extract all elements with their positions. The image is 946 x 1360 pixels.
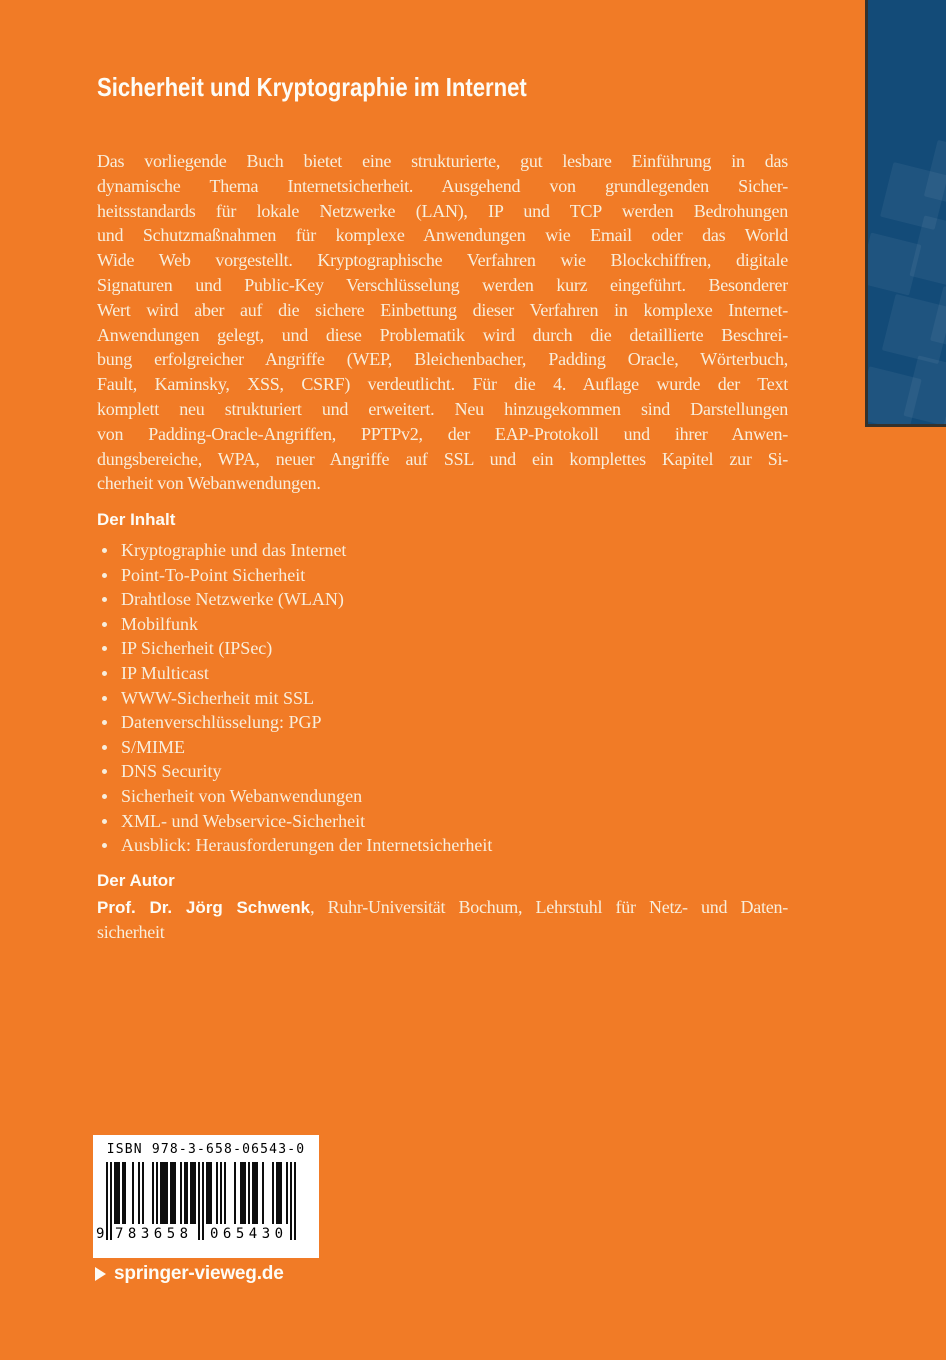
description-line: komplett neu strukturiert und erweitert. Neu hinzugekommen sind Darstellungen xyxy=(97,398,788,419)
contents-list-item: S/MIME xyxy=(97,735,788,760)
barcode-digit-group2: 065430 xyxy=(210,1226,288,1242)
pattern-tile xyxy=(903,355,946,427)
isbn-label: ISBN 978-3-658-06543-0 xyxy=(106,1142,306,1157)
pattern-tile xyxy=(909,215,946,290)
description-line: von Padding-Oracle-Angriffen, PPTPv2, der EAP-Protokoll und ihrer Anwen- xyxy=(97,423,788,444)
author-affiliation-continued: sicherheit xyxy=(97,921,165,942)
author-line xyxy=(97,895,788,920)
description-line: cherheit von Webanwendungen. xyxy=(97,473,321,494)
barcode-digit-left: 9 xyxy=(96,1226,105,1242)
description-line: dungsbereiche, WPA, neuer Angriffe auf SSL und ein komplettes Kapitel zur Si- xyxy=(97,448,788,469)
publisher-url-label: springer-vieweg.de xyxy=(114,1263,284,1284)
play-triangle-icon xyxy=(95,1267,106,1281)
description-line: und Schutzmaßnahmen für komplexe Anwendungen wie Email oder das World xyxy=(97,225,788,246)
author-affiliation: , Ruhr-Universität Bochum, Lehrstuhl für Netz- und Daten- xyxy=(310,897,788,917)
contents-list-item: IP Sicherheit (IPSec) xyxy=(97,636,788,661)
contents-list xyxy=(97,538,788,858)
contents-list-item: Point-To-Point Sicherheit xyxy=(97,563,788,588)
contents-list-item: Sicherheit von Webanwendungen xyxy=(97,784,788,809)
author-name: Prof. Dr. Jörg Schwenk xyxy=(97,898,311,917)
contents-list-item: Mobilfunk xyxy=(97,612,788,637)
contents-list-item: Kryptographie und das Internet xyxy=(97,538,788,563)
contents-list-item: Datenverschlüsselung: PGP xyxy=(97,710,788,735)
contents-list-item: Ausblick: Herausforderungen der Internetsicherheit xyxy=(97,833,788,858)
contents-list-item: Drahtlose Netzwerke (WLAN) xyxy=(97,587,788,612)
contents-list-item: XML- und Webservice-Sicherheit xyxy=(97,809,788,834)
description-line: Das vorliegende Buch bietet eine strukturierte, gut lesbare Einführung in das xyxy=(97,151,788,171)
description-line: Anwendungen gelegt, und diese Problematik wird durch die detaillierte Beschrei- xyxy=(97,324,788,345)
contents-heading: Der Inhalt xyxy=(97,510,176,529)
brand-pattern-panel xyxy=(865,0,946,427)
description-line: Wide Web vorgestellt. Kryptographische Verfahren wie Blockchiffren, digitale xyxy=(97,250,788,271)
contents-list-item: WWW-Sicherheit mit SSL xyxy=(97,686,788,711)
isbn-barcode-box xyxy=(93,1135,319,1258)
description-line: Fault, Kaminsky, XSS, CSRF) verdeutlicht. Für die 4. Auflage wurde der Text xyxy=(97,374,788,395)
author-info xyxy=(97,895,788,945)
publisher-mark xyxy=(95,1263,284,1285)
book-title: Sicherheit und Kryptographie im Internet xyxy=(97,72,527,102)
contents-list-item: DNS Security xyxy=(97,759,788,784)
description-line: bung erfolgreicher Angriffe (WEP, Bleichenbacher, Padding Oracle, Wörterbuch, xyxy=(97,349,788,370)
book-description xyxy=(97,149,788,496)
description-line: Signaturen und Public-Key Verschlüsselung werden kurz eingeführt. Besonderer xyxy=(97,274,788,295)
author-heading: Der Autor xyxy=(97,871,175,890)
contents-list-item: IP Multicast xyxy=(97,661,788,686)
description-line: heitsstandards für lokale Netzwerke (LAN), IP und TCP werden Bedrohungen xyxy=(97,200,788,221)
description-line: dynamische Thema Internetsicherheit. Ausgehend von grundlegenden Sicher- xyxy=(97,175,788,196)
barcode-digits xyxy=(93,1226,319,1244)
barcode-digit-group1: 783658 xyxy=(115,1226,193,1242)
description-line: Wert wird aber auf die sichere Einbettung dieser Verfahren in komplexe Internet- xyxy=(97,299,788,320)
